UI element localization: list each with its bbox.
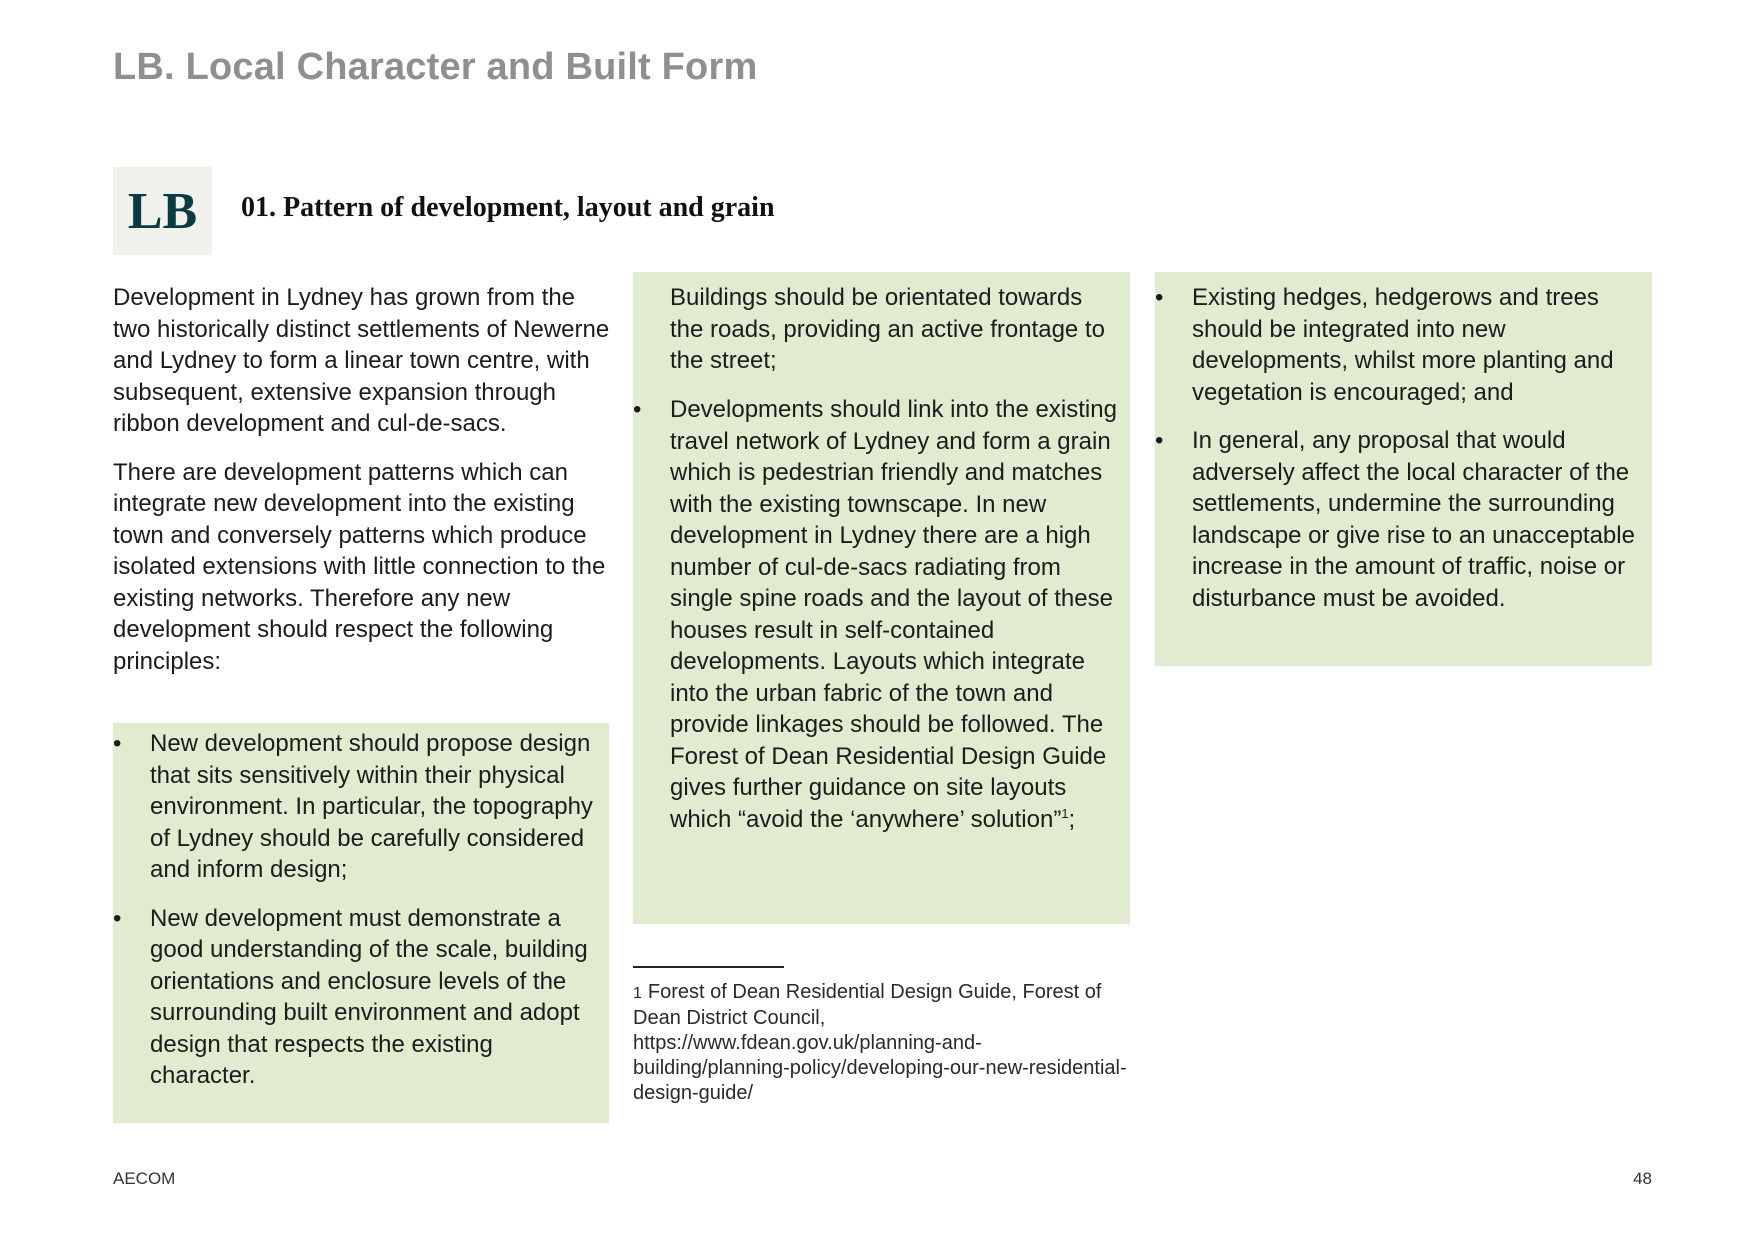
- footnote: [633, 980, 1133, 1106]
- footnote-divider: [633, 966, 784, 968]
- list-item: [113, 903, 603, 1092]
- bullet-icon: •: [1155, 284, 1164, 311]
- list-item: [633, 394, 1123, 835]
- footnote-reference[interactable]: 1: [1061, 805, 1069, 821]
- bullet-icon: •: [1155, 427, 1164, 454]
- list-item-text: New development should propose design that sits sensitively within their physical environment. In particular, the topography of Lydney should be carefully considered and inform design;: [150, 730, 593, 883]
- footnote-text: Forest of Dean Residential Design Guide, Forest of Dean District Council, https://www.fdean.gov.uk/planning-and-building/planning-policy/developing-our-new-residential-design-guide/: [633, 981, 1127, 1104]
- list-item-text: Existing hedges, hedgerows and trees should be integrated into new developments, whilst more planting and vegetation is encouraged; and: [1192, 284, 1614, 406]
- principles-box: [633, 272, 1130, 924]
- principles-list: [633, 394, 1123, 852]
- page-title: LB. Local Character and Built Form: [113, 46, 758, 88]
- bullet-icon: •: [113, 730, 122, 757]
- list-item: [113, 728, 603, 886]
- footnote-number: 1: [633, 985, 642, 1002]
- section-heading: 01. Pattern of development, layout and grain: [241, 192, 775, 223]
- section-badge: LB: [113, 167, 212, 255]
- list-item: [1155, 282, 1645, 408]
- list-item: [1155, 425, 1645, 614]
- list-item-text: In general, any proposal that would adversely affect the local character of the settlements, undermine the surrounding landscape or give rise to an unacceptable increase in the amount of traffic, noise or disturbance must be avoided.: [1192, 427, 1635, 612]
- bullet-icon: •: [633, 396, 642, 423]
- bullet-icon: •: [113, 904, 122, 932]
- list-item-text-body: Developments should link into the existing travel network of Lydney and form a grain which is pedestrian friendly and matches with the existing townscape. In new development in Lydney there are a high number of cul-de-sacs radiating from single spine roads and the layout of these houses result in self-contained developments. Layouts which integrate into the urban fabric of the town and provide linkages should be followed. The Forest of Dean Residential Design Guide gives further guidance on site layouts which “avoid the ‘anywhere’ solution”: [670, 396, 1117, 833]
- list-item-text: New development must demonstrate a good understanding of the scale, building orientations and enclosure levels of the surrounding built environment and adopt design that respects the existing character.: [150, 904, 588, 1089]
- list-item-suffix: ;: [1068, 805, 1076, 833]
- intro-text: [113, 282, 613, 694]
- principles-list: [113, 728, 603, 1109]
- page-number: 48: [1633, 1169, 1652, 1188]
- principles-list: [1155, 282, 1645, 631]
- footer-brand: AECOM: [113, 1169, 176, 1188]
- intro-paragraph: There are development patterns which can integrate new development into the existing town and conversely patterns which produce isolated extensions with little connection to the existing networks. Therefore any new development should respect the following principles:: [113, 458, 606, 675]
- list-item-text: [670, 396, 1117, 833]
- principles-box: [113, 723, 609, 1123]
- continued-list-item-text: Buildings should be orientated towards the roads, providing an active frontage to the street;: [670, 284, 1105, 374]
- principles-box: [1155, 272, 1652, 666]
- intro-paragraph: Development in Lydney has grown from the two historically distinct settlements of Newerne and Lydney to form a linear town centre, with subsequent, extensive expansion through ribbon development and cul-de-sacs.: [113, 284, 610, 437]
